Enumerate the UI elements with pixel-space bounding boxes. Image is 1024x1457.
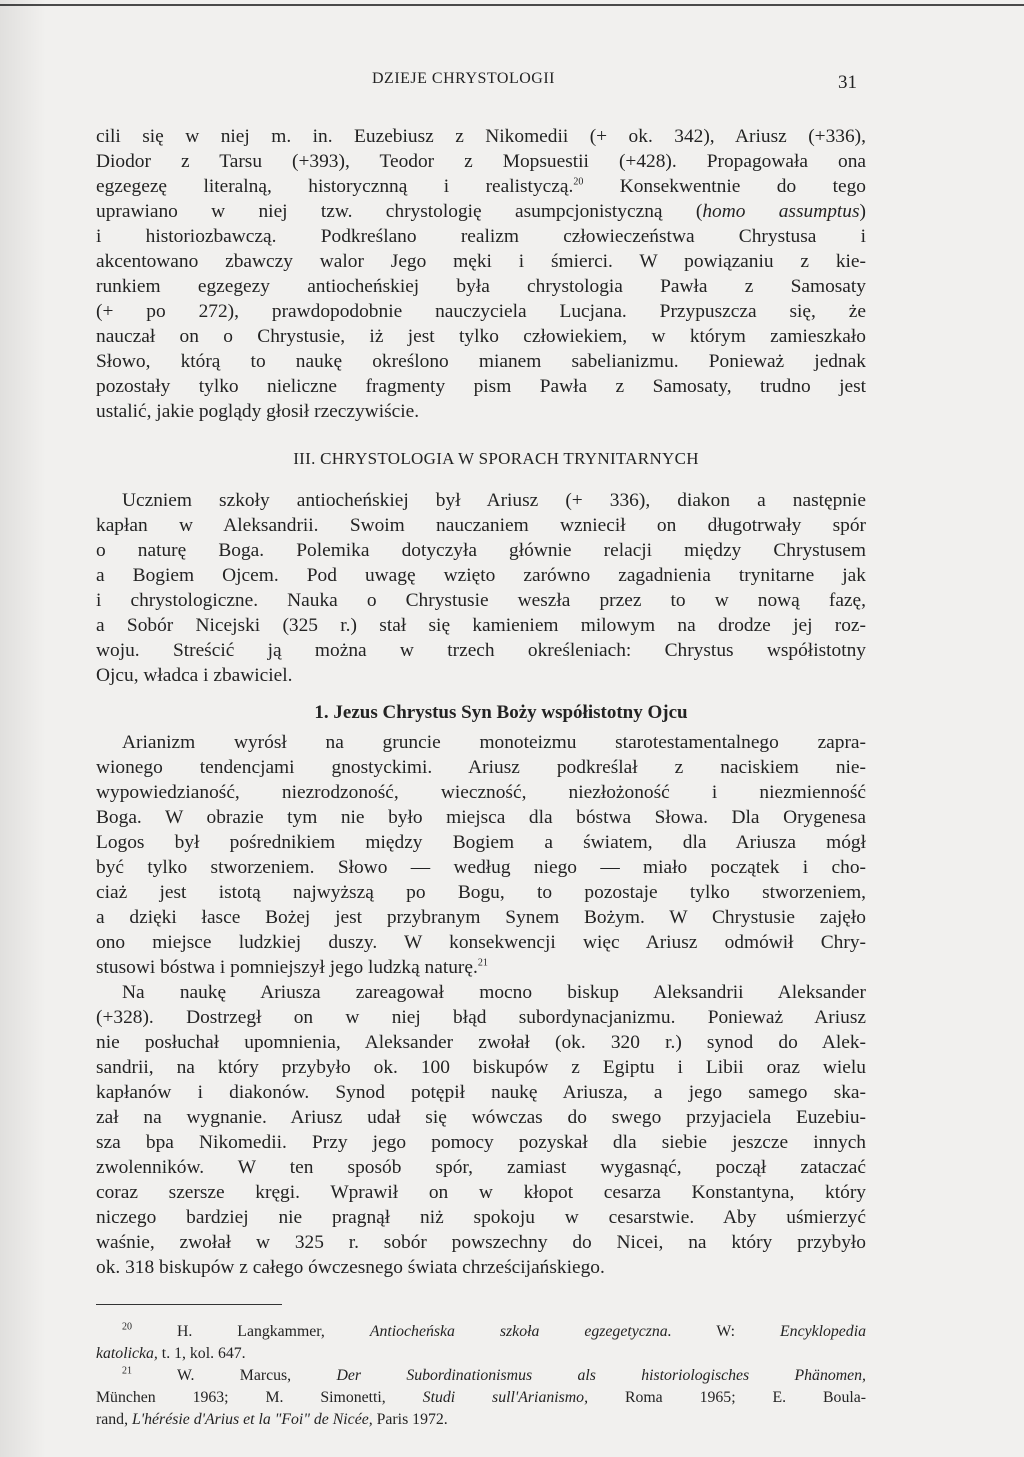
- text-line: zwolenników. W ten sposób spór, zamiast wygasnąć, począł zataczać: [96, 1157, 866, 1178]
- text-line: nauczał on o Chrystusie, iż jest tylko człowiekiem, w którym zamieszkało: [96, 326, 866, 347]
- text-line: być tylko stworzeniem. Słowo — według niego — miało początek i cho-: [96, 857, 866, 878]
- text-line: niczego bardziej nie pragnął niż spokoju w cesarstwie. Aby uśmierzyć: [96, 1207, 866, 1228]
- text-line: sandrii, na który przybyło ok. 100 biskupów z Egiptu i Libii oraz wielu: [96, 1057, 866, 1078]
- text-line: Logos był pośrednikiem między Bogiem a światem, dla Ariusza mógł: [96, 832, 866, 853]
- text-line: akcentowano zbawczy walor Jego męki i śmierci. W powiązaniu z kie-: [96, 251, 866, 272]
- text-line: sza bpa Nikomedii. Przy jego pomocy pozyskał dla siebie jeszcze innych: [96, 1132, 866, 1153]
- text-line: wypowiedzianość, niezrodzoność, wieczność, niezłożoność i niezmienność: [96, 782, 866, 803]
- binding-shadow: [0, 0, 46, 1457]
- text-line: Uczniem szkoły antiocheńskiej był Ariusz (+ 336), diakon a następnie: [122, 490, 866, 511]
- footnote-21: $^{21}$ W. Marcus, Der Subordinationismus als historiologisches Phänomen,: [122, 1365, 867, 1384]
- text-line: kapłan w Aleksandrii. Swoim nauczaniem wzniecił on długotrwały spór: [96, 515, 866, 536]
- text-line: (+ po 272), prawdopodobnie nauczyciela Lucjana. Przypuszcza się, że: [96, 301, 866, 322]
- text-line: waśnie, zwołał w 325 r. sobór powszechny do Nicei, na który przybyło: [96, 1232, 866, 1253]
- footnote-ref[interactable]: 20: [573, 176, 584, 188]
- footnote-20-cont: katolicka, t. 1, kol. 647.: [96, 1345, 246, 1362]
- text-line: kapłanów i diakonów. Synod potępił naukę Ariusza, a jego samego ska-: [96, 1082, 866, 1103]
- text-line: Boga. W obrazie tym nie było miejsca dla bóstwa Słowa. Dla Orygenesa: [96, 807, 866, 828]
- text-line: i chrystologiczne. Nauka o Chrystusie weszła przez to w nową fazę,: [96, 590, 866, 611]
- text-line: a Bogiem Ojcem. Pod uwagę wzięto zarówno zagadnienia trynitarne jak: [96, 565, 866, 586]
- text-line: ono miejsce ludzkiej duszy. W konsekwencji więc Ariusz odmówił Chry-: [96, 932, 866, 953]
- subsection-heading: 1. Jezus Chrystus Syn Boży współistotny Ojcu: [314, 702, 688, 723]
- text-line: wionego tendencjami gnostyckimi. Ariusz podkreślał z naciskiem nie-: [96, 757, 866, 778]
- body-text: [96, 124, 866, 1431]
- text-line: ciaż jest istotą najwyższą po Bogu, to pozostaje tylko stworzeniem,: [96, 882, 866, 903]
- text-line: Słowo, którą to naukę określono mianem sabelianizmu. Ponieważ jednak: [96, 351, 866, 372]
- running-title: DZIEJE CHRYSTOLOGII: [372, 70, 555, 87]
- text-line: (+328). Dostrzegł on w niej błąd subordynacjanizmu. Ponieważ Ariusz: [96, 1007, 866, 1028]
- text-line: Ojcu, władca i zbawiciel.: [96, 665, 293, 686]
- text-line: ok. 318 biskupów z całego ówczesnego świata chrześcijańskiego.: [96, 1257, 605, 1278]
- text-line: pozostały tylko nieliczne fragmenty pism Pawła z Samosaty, trudno jest: [96, 376, 866, 397]
- text-line: i historiozbawczą. Podkreślano realizm człowieczeństwa Chrystusa i: [96, 226, 866, 247]
- text-line: Na naukę Ariusza zareagował mocno biskup Aleksandrii Aleksander: [122, 982, 866, 1003]
- text-line: coraz szersze kręgi. Wprawił on w kłopot cesarza Konstantyna, który: [96, 1182, 866, 1203]
- text-line: cili się w niej m. in. Euzebiusz z Nikomedii (+ ok. 342), Ariusz (+336),: [96, 126, 866, 147]
- page-number: 31: [838, 72, 857, 93]
- footnote-21-cont: rand, L'hérésie d'Arius et la "Foi" de Nicée, Paris 1972.: [96, 1411, 448, 1428]
- footnote-20: $^{20}$ H. Langkammer, Antiocheńska szkoła egzegetyczna. W: Encyklopedia: [122, 1321, 866, 1340]
- text-line: a Sobór Nicejski (325 r.) stał się kamieniem milowym na drodze jej roz-: [96, 615, 866, 636]
- text-line: Arianizm wyrósł na gruncie monoteizmu starotestamentalnego zapra-: [122, 732, 866, 753]
- text-line: ustalić, jakie poglądy głosił rzeczywiście.: [96, 401, 420, 422]
- footnote-divider: [96, 1304, 282, 1305]
- section-heading: III. CHRYSTOLOGIA W SPORACH TRYNITARNYCH: [293, 449, 699, 468]
- text-line: a dzięki łasce Bożej jest przybranym Synem Bożym. W Chrystusie zajęło: [96, 907, 866, 928]
- text-line: stusowi bóstwa i pomniejszył jego ludzką naturę.$^{21}$: [96, 957, 488, 978]
- footnote-ref[interactable]: 21: [477, 957, 488, 969]
- text-line: nie posłuchał upomnienia, Aleksander zwołał (ok. 320 r.) synod do Alek-: [96, 1032, 866, 1053]
- text-line: zał na wygnanie. Ariusz udał się wówczas do swego przyjaciela Euzebiu-: [96, 1107, 866, 1128]
- text-line: egzegezę literalną, historycznną i realistyczą.$^{20}$ Konsekwentnie do tego: [96, 176, 866, 197]
- text-line: runkiem egzegezy antiocheńskiej była chrystologia Pawła z Samosaty: [96, 276, 866, 297]
- scan-edge-line: [0, 4, 1024, 6]
- text-line: woju. Streścić ją można w trzech określeniach: Chrystus współistotny: [96, 640, 866, 661]
- text-line: uprawiano w niej tzw. chrystologię asumpcjonistyczną (homo assumptus): [96, 201, 867, 222]
- page-header: [0, 68, 1024, 98]
- text-line: Diodor z Tarsu (+393), Teodor z Mopsuestii (+428). Propagowała ona: [96, 151, 866, 172]
- footnote-21-cont: München 1963; M. Simonetti, Studi sull'Arianismo, Roma 1965; E. Boula-: [96, 1389, 866, 1406]
- text-line: o naturę Boga. Polemika dotyczyła głównie relacji między Chrystusem: [96, 540, 866, 561]
